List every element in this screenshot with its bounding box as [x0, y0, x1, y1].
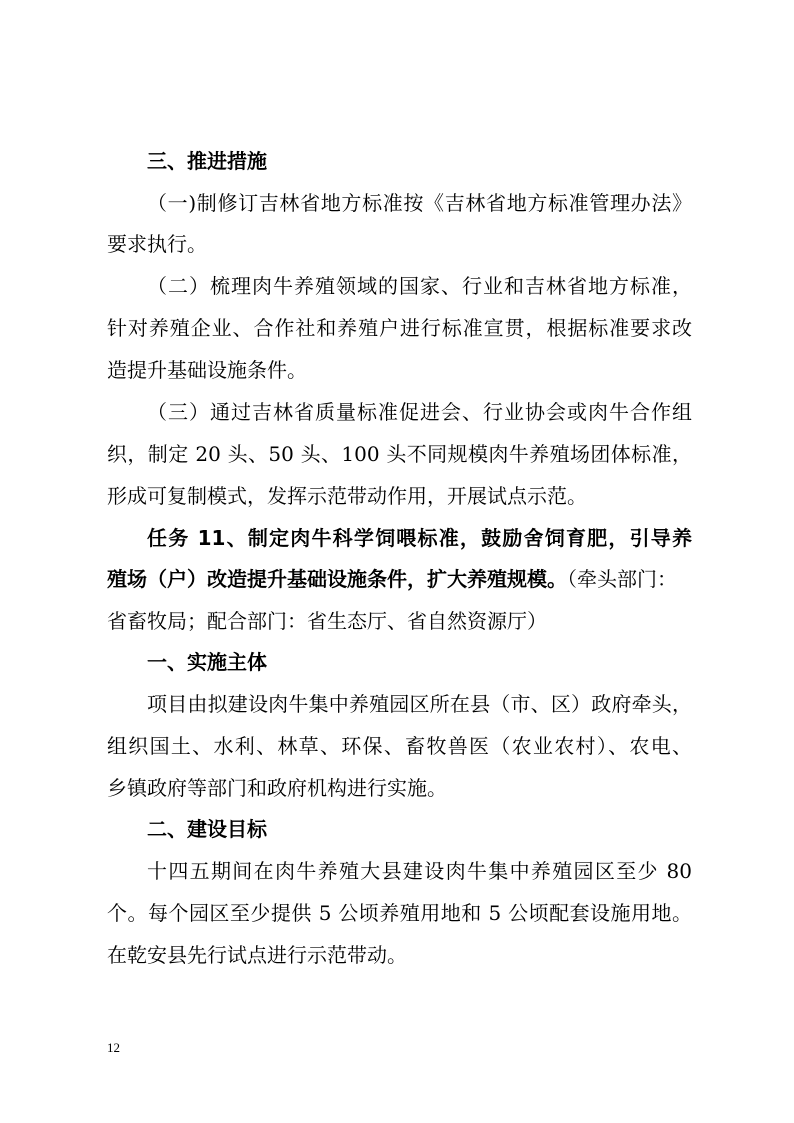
- paragraph-line: 十四五期间在肉牛养殖大县建设肉牛集中养殖园区至少 80: [147, 859, 692, 883]
- paragraph-line: 在乾安县先行试点进行示范带动。: [107, 943, 407, 967]
- paragraph-line: （三）通过吉林省质量标准促进会、行业协会或肉牛合作组: [147, 400, 692, 424]
- paragraph-line: 织，制定 20 头、50 头、100 头不同规模肉牛养殖场团体标准，: [107, 442, 692, 466]
- task-responsible-dept: （牵头部门：: [567, 567, 677, 591]
- section-heading-measures: 三、推进措施: [147, 149, 267, 173]
- paragraph-line: 要求执行。: [107, 232, 207, 256]
- task-heading-line: [107, 559, 692, 599]
- paragraph-line: 组织国土、水利、林草、环保、畜牧兽医（农业农村）、农电、: [107, 734, 692, 758]
- section-heading-goals: 二、建设目标: [147, 817, 267, 841]
- page-number: 12: [107, 1040, 120, 1055]
- paragraph-line: 个。每个园区至少提供 5 公顷养殖用地和 5 公顷配套设施用地。: [107, 901, 692, 925]
- task-coop-dept: 省畜牧局；配合部门：省生态厅、省自然资源厅）: [107, 609, 547, 633]
- paragraph-line: 项目由拟建设肉牛集中养殖园区所在县（市、区）政府牵头，: [147, 692, 692, 716]
- task-heading: 任务 11、制定肉牛科学饲喂标准，鼓励舍饲育肥，引导养: [147, 526, 692, 550]
- paragraph-line: 针对养殖企业、合作社和养殖户进行标准宣贯，根据标准要求改: [107, 316, 692, 340]
- task-heading-bold: 殖场（户）改造提升基础设施条件，扩大养殖规模。: [107, 567, 567, 591]
- paragraph-line: 乡镇政府等部门和政府机构进行实施。: [107, 776, 447, 800]
- paragraph-line: 形成可复制模式，发挥示范带动作用，开展试点示范。: [107, 484, 587, 508]
- section-heading-implementer: 一、实施主体: [147, 650, 267, 674]
- paragraph-line: （一)制修订吉林省地方标准按《吉林省地方标准管理办法》: [147, 191, 692, 215]
- paragraph-line: 造提升基础设施条件。: [107, 358, 307, 382]
- paragraph-line: （二）梳理肉牛养殖领域的国家、行业和吉林省地方标准，: [147, 274, 692, 298]
